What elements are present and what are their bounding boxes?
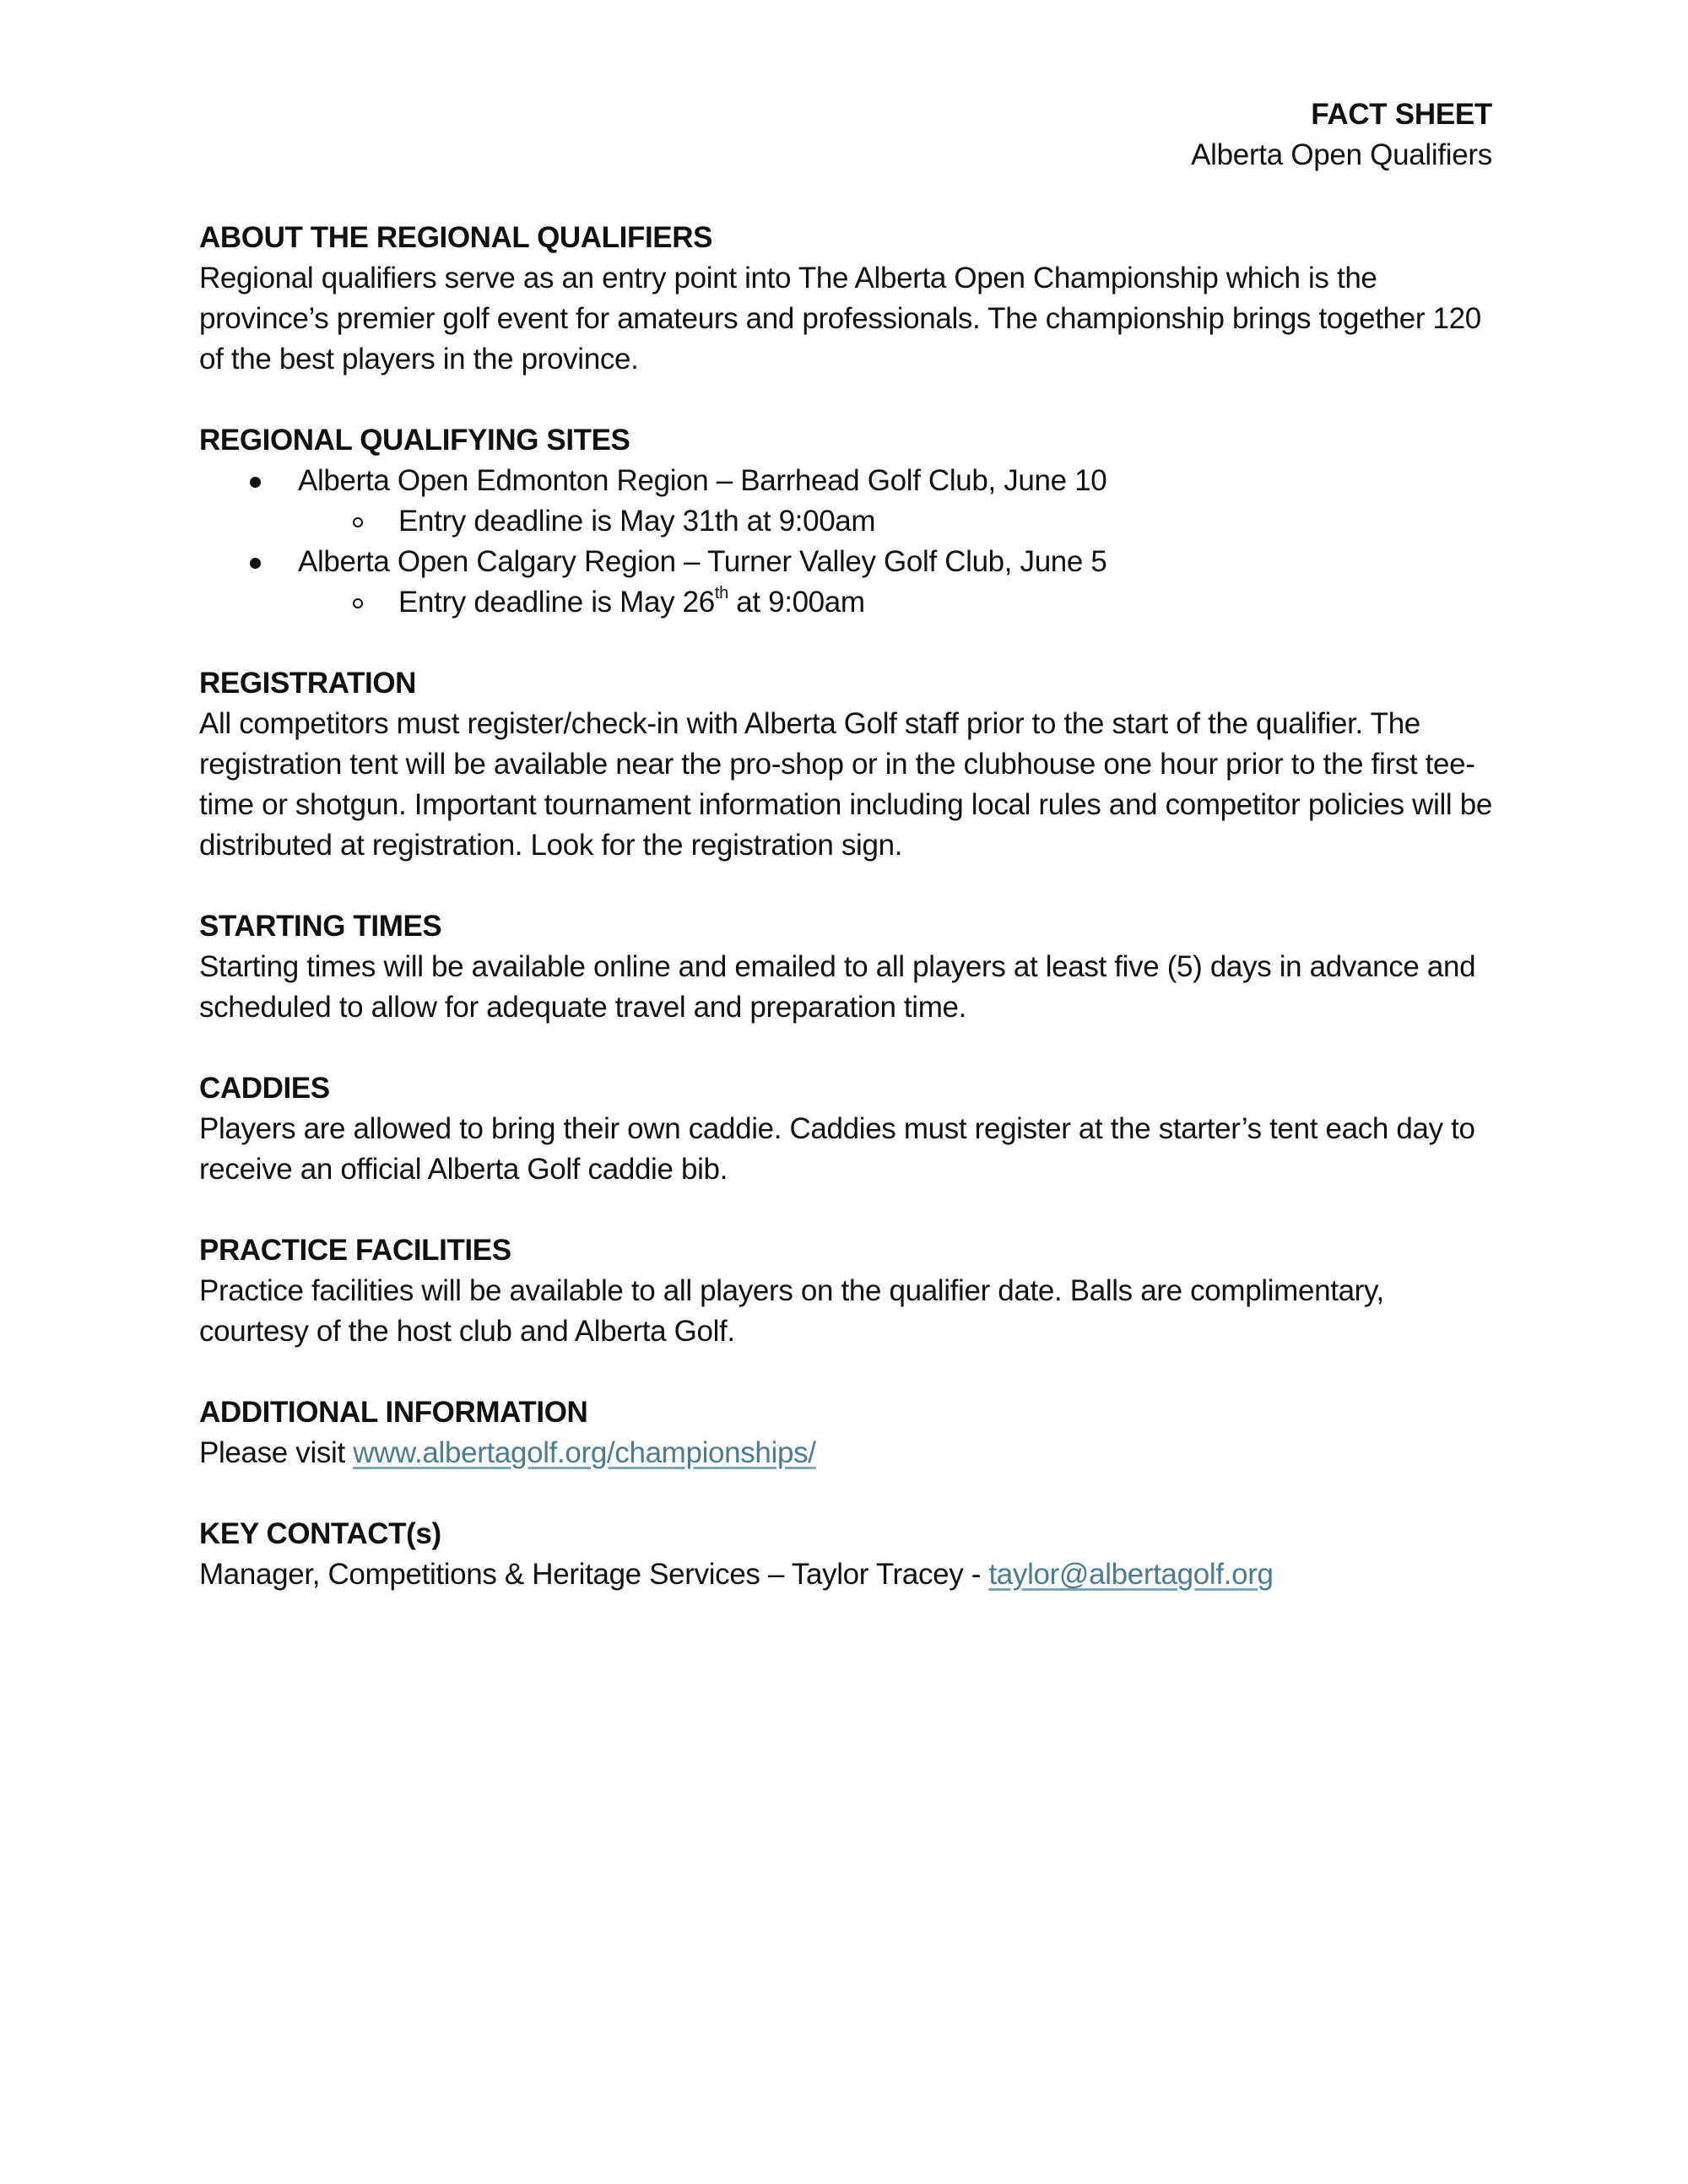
section-caddies [199, 1068, 1499, 1190]
section-heading: ADDITIONAL INFORMATION [199, 1396, 588, 1429]
section-starting-times [199, 906, 1499, 1028]
section-practice-facilities [199, 1230, 1499, 1352]
section-qualifying-sites [199, 420, 1499, 623]
section-body: Practice facilities will be available to all players on the qualifier date. Balls are complimentary, courtesy of the host club and Alberta Golf. [199, 1274, 1384, 1348]
bullet-disc-icon [250, 558, 261, 569]
contact-email-link[interactable]: taylor@albertagolf.org [988, 1558, 1274, 1591]
deadline-ordinal-suffix: th [714, 584, 728, 603]
site-deadline-edmonton [199, 501, 1499, 542]
section-body [199, 1433, 1499, 1473]
deadline-text: Entry deadline is May 26 [398, 586, 715, 619]
section-heading: PRACTICE FACILITIES [199, 1234, 511, 1267]
section-body: Players are allowed to bring their own caddie. Caddies must register at the starter’s tent each day to receive an official Alberta Golf caddie bib. [199, 1112, 1475, 1186]
deadline-time: at 9:00am [728, 586, 865, 619]
section-additional-information [199, 1392, 1499, 1473]
document-title: FACT SHEET [1311, 98, 1492, 131]
site-label: Alberta Open Calgary Region – Turner Valley Golf Club, June 5 [298, 545, 1107, 578]
deadline-text: Entry deadline is May 31th at 9:00am [398, 505, 876, 538]
site-deadline-calgary [199, 582, 1499, 623]
section-body: Regional qualifiers serve as an entry point into The Alberta Open Championship which is the province’s premier golf event for amateurs and professionals. The championship brings together 120 of the best players in the province. [199, 262, 1481, 376]
sites-list [199, 461, 1499, 623]
section-heading: ABOUT THE REGIONAL QUALIFIERS [199, 221, 713, 254]
section-key-contacts [199, 1514, 1499, 1595]
section-heading: REGIONAL QUALIFYING SITES [199, 424, 630, 457]
section-heading: STARTING TIMES [199, 910, 442, 943]
site-item-edmonton [199, 461, 1499, 501]
section-body [199, 1554, 1499, 1595]
section-heading: CADDIES [199, 1072, 330, 1105]
bullet-disc-icon [250, 477, 261, 488]
section-body: Starting times will be available online and emailed to all players at least five (5) days in advance and scheduled to allow for adequate travel and preparation time. [199, 950, 1476, 1024]
section-heading: REGISTRATION [199, 667, 417, 700]
bullet-circle-icon [353, 517, 363, 527]
document-content [199, 218, 1499, 1635]
site-label: Alberta Open Edmonton Region – Barrhead Golf Club, June 10 [298, 464, 1107, 497]
section-body: All competitors must register/check-in with Alberta Golf staff prior to the start of the qualifier. The registration tent will be available near the pro-shop or in the clubhouse one hour prior to the first tee-time or shotgun. Important tournament information including local rules and competitor policies will be distributed at registration. Look for the registration sign. [199, 707, 1492, 862]
championships-link[interactable]: www.albertagolf.org/championships/ [353, 1436, 816, 1469]
contact-name: Manager, Competitions & Heritage Services – Taylor Tracey - [199, 1558, 989, 1591]
section-registration [199, 663, 1499, 866]
bullet-circle-icon [353, 598, 363, 608]
visit-prefix: Please visit [199, 1436, 354, 1469]
site-item-calgary [199, 542, 1499, 582]
document-header [1191, 95, 1492, 176]
document-subtitle: Alberta Open Qualifiers [1191, 138, 1492, 171]
section-heading: KEY CONTACT(s) [199, 1517, 441, 1550]
section-about [199, 218, 1499, 380]
